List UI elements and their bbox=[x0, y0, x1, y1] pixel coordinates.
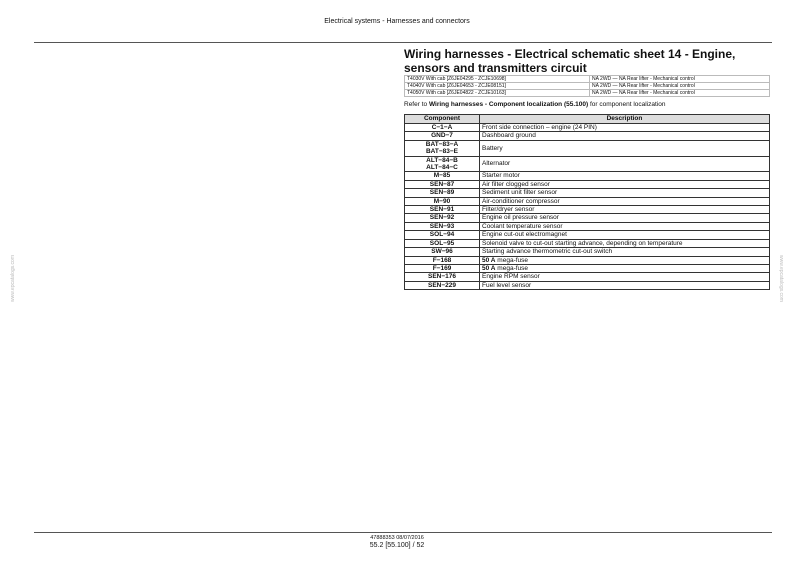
component-code-cell bbox=[405, 206, 480, 214]
component-code-cell bbox=[405, 172, 480, 180]
component-code: ALT−84−C bbox=[426, 164, 458, 172]
component-code: F−168 bbox=[432, 256, 452, 264]
component-code-cell bbox=[405, 189, 480, 197]
description-text: Front side connection – engine (24 PIN) bbox=[482, 124, 597, 131]
description-text: Alternator bbox=[482, 160, 511, 168]
component-code-cell bbox=[405, 248, 480, 256]
component-code: C−1−A bbox=[431, 124, 453, 131]
description-text: Air-conditioner compressor bbox=[482, 197, 560, 205]
watermark-right: www.epcatalogs.com bbox=[778, 255, 784, 302]
table-row bbox=[405, 248, 770, 256]
table-row bbox=[405, 140, 770, 156]
component-code: SEN−89 bbox=[429, 189, 455, 197]
document-id: 47888353 08/07/2016 bbox=[370, 535, 424, 541]
table-row bbox=[405, 197, 770, 205]
component-code: M−90 bbox=[433, 197, 451, 205]
fuse-rating: 50 A bbox=[482, 256, 496, 264]
component-description bbox=[480, 214, 770, 222]
model-config: NA 2WD — NA Rear lifter - Mechanical control bbox=[590, 83, 770, 90]
description-text: Engine RPM sensor bbox=[482, 273, 540, 281]
table-row bbox=[405, 189, 770, 197]
model-row bbox=[405, 90, 770, 97]
component-code-cell bbox=[405, 273, 480, 281]
component-code-cell bbox=[405, 281, 480, 289]
component-code: GND−7 bbox=[431, 132, 453, 140]
table-row bbox=[405, 264, 770, 272]
component-code-cell bbox=[405, 264, 480, 272]
component-code-cell bbox=[405, 231, 480, 239]
component-description bbox=[480, 256, 770, 264]
page-number: 55.2 [55.100] / 52 bbox=[369, 542, 425, 549]
running-header: Electrical systems - Harnesses and connectors bbox=[324, 18, 470, 25]
component-code: SW−96 bbox=[431, 248, 453, 256]
description-text: Solenoid valve to cut-out starting advance, depending on temperature bbox=[482, 239, 683, 247]
component-description bbox=[480, 197, 770, 205]
component-code-cell bbox=[405, 124, 480, 132]
header-description: Description bbox=[480, 115, 770, 124]
table-row bbox=[405, 239, 770, 247]
component-code: BAT−83−E bbox=[425, 148, 459, 156]
component-code: F−169 bbox=[432, 264, 452, 272]
description-text: Air filter clogged sensor bbox=[482, 180, 550, 188]
refer-prefix: Refer to bbox=[404, 101, 429, 108]
component-description bbox=[480, 140, 770, 156]
component-description bbox=[480, 156, 770, 172]
description-text: Fuel level sensor bbox=[482, 281, 532, 289]
description-text: Sediment unit filter sensor bbox=[482, 189, 558, 197]
component-code-cell bbox=[405, 239, 480, 247]
component-code-cell bbox=[405, 256, 480, 264]
component-code: SEN−91 bbox=[429, 206, 455, 214]
description-text: Starter motor bbox=[482, 172, 520, 180]
component-code: SEN−93 bbox=[429, 222, 455, 230]
component-description bbox=[480, 132, 770, 140]
component-code-cell bbox=[405, 132, 480, 140]
page-title: Wiring harnesses - Electrical schematic sheet 14 - Engine, sensors and transmitters circuit bbox=[404, 47, 736, 75]
model-name: T4050V With cab [Z6JE04822 - ZCJE10163] bbox=[405, 90, 590, 97]
component-code-cell bbox=[405, 197, 480, 205]
component-description bbox=[480, 172, 770, 180]
component-description bbox=[480, 239, 770, 247]
refer-link[interactable]: Wiring harnesses - Component localization (55.100) bbox=[428, 101, 589, 108]
table-row bbox=[405, 231, 770, 239]
table-row bbox=[405, 214, 770, 222]
component-description bbox=[480, 180, 770, 188]
description-text: Battery bbox=[482, 144, 503, 152]
component-code: SOL−94 bbox=[429, 231, 455, 239]
reference-note bbox=[404, 101, 666, 108]
description-text: mega-fuse bbox=[495, 256, 529, 264]
table-row bbox=[405, 281, 770, 289]
model-config: NA 2WD — NA Rear lifter - Mechanical control bbox=[590, 76, 770, 83]
component-code-cell bbox=[405, 222, 480, 230]
description-text: Coolant temperature sensor bbox=[482, 222, 563, 230]
table-row bbox=[405, 132, 770, 140]
table-row bbox=[405, 156, 770, 172]
component-table bbox=[404, 114, 770, 290]
model-name: T4040V With cab [Z6JE04653 - ZCJE08151] bbox=[405, 83, 590, 90]
table-row bbox=[405, 124, 770, 132]
component-code: SEN−92 bbox=[429, 214, 455, 222]
component-code-cell bbox=[405, 140, 480, 156]
component-code: ALT−84−B bbox=[426, 156, 458, 164]
table-row bbox=[405, 206, 770, 214]
model-config: NA 2WD — NA Rear lifter - Mechanical control bbox=[590, 90, 770, 97]
description-text: Dashboard ground bbox=[482, 132, 536, 140]
component-description bbox=[480, 248, 770, 256]
component-code: BAT−83−A bbox=[425, 140, 459, 148]
component-code-cell bbox=[405, 214, 480, 222]
description-text: mega-fuse bbox=[495, 264, 529, 272]
component-description bbox=[480, 222, 770, 230]
component-description bbox=[480, 206, 770, 214]
table-row bbox=[405, 172, 770, 180]
watermark-left: www.epcatalogs.com bbox=[10, 255, 16, 302]
component-description bbox=[480, 281, 770, 289]
component-code-cell bbox=[405, 156, 480, 172]
table-row bbox=[405, 256, 770, 264]
description-text: Filter/dryer sensor bbox=[482, 206, 535, 214]
component-code: SOL−95 bbox=[429, 239, 455, 247]
description-text: Engine cut-out electromagnet bbox=[482, 231, 567, 239]
header-rule bbox=[34, 42, 772, 43]
footer-rule bbox=[34, 532, 772, 533]
component-code: M−85 bbox=[433, 172, 451, 180]
model-row bbox=[405, 76, 770, 83]
description-text: Engine oil pressure sensor bbox=[482, 214, 559, 222]
model-name: T4030V With cab [Z6JE04295 - ZCJE10698] bbox=[405, 76, 590, 83]
component-code: SEN−176 bbox=[427, 273, 456, 281]
component-description bbox=[480, 273, 770, 281]
table-row bbox=[405, 180, 770, 188]
fuse-rating: 50 A bbox=[482, 264, 496, 272]
component-description bbox=[480, 124, 770, 132]
component-code: SEN−229 bbox=[427, 281, 456, 289]
table-row bbox=[405, 222, 770, 230]
table-row bbox=[405, 273, 770, 281]
description-text: Starting advance thermometric cut-out switch bbox=[482, 248, 613, 256]
component-description bbox=[480, 189, 770, 197]
model-applicability-table bbox=[404, 75, 770, 97]
refer-suffix: for component localization bbox=[588, 101, 666, 108]
component-code: SEN−87 bbox=[429, 180, 455, 188]
model-row bbox=[405, 83, 770, 90]
component-description bbox=[480, 264, 770, 272]
component-code-cell bbox=[405, 180, 480, 188]
header-component: Component bbox=[405, 115, 480, 124]
component-description bbox=[480, 231, 770, 239]
